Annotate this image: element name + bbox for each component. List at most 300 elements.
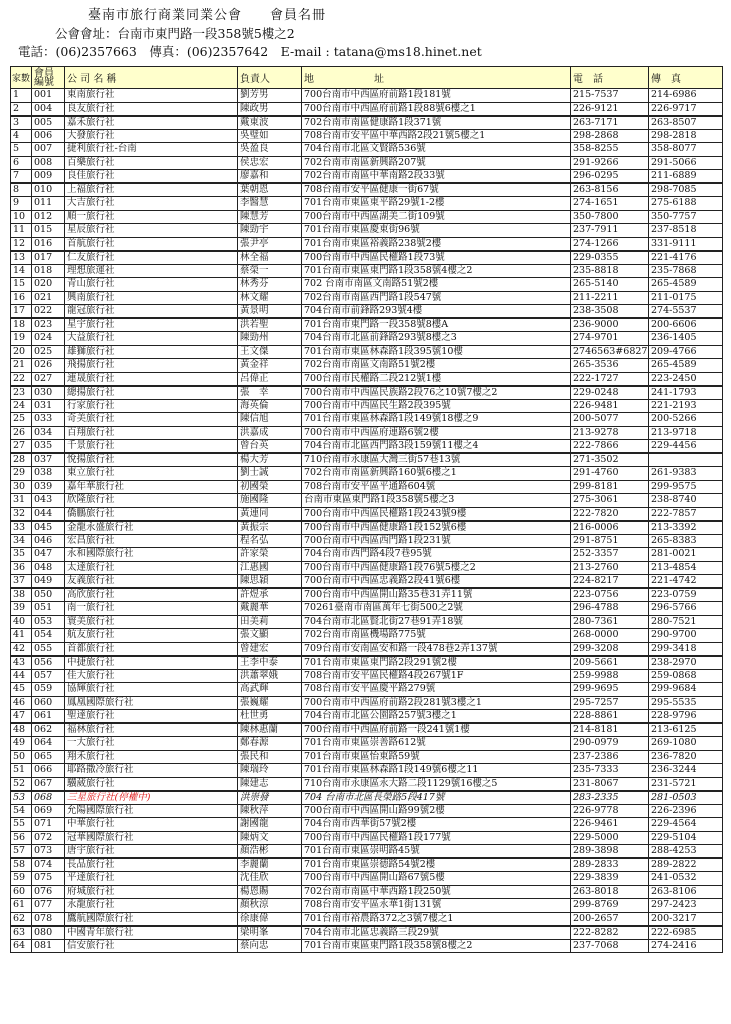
manager-name: 許煜承 [238, 588, 302, 602]
member-number: 025 [32, 345, 65, 359]
manager-name: 沈佳欣 [238, 872, 302, 886]
company-address: 704台南市北區文賢路536號 [302, 143, 571, 157]
company-address: 704台南市西門路4段7巷95號 [302, 548, 571, 562]
company-name: 興南旅行社 [65, 291, 238, 305]
row-count: 39 [11, 602, 32, 616]
row-count: 52 [11, 777, 32, 791]
company-name: 良佳旅行社 [65, 170, 238, 184]
table-row [11, 831, 723, 845]
company-address: 702台南市南區新興路207號 [302, 156, 571, 170]
row-count: 49 [11, 737, 32, 751]
company-name: 理想旅運社 [65, 264, 238, 278]
table-row [11, 386, 723, 400]
phone-number: 263-8156 [571, 183, 649, 197]
member-number: 035 [32, 440, 65, 454]
manager-name: 洪若聖 [238, 318, 302, 332]
phone-number: 209-5661 [571, 656, 649, 670]
company-address: 701台南市東區東門路1段358號8樓之2 [302, 939, 571, 953]
phone-number: 222-7866 [571, 440, 649, 454]
phone-number: 289-2833 [571, 858, 649, 872]
company-address: 700台南市中西區健康路1段152號6樓 [302, 521, 571, 535]
table-row [11, 642, 723, 656]
manager-name: 黃金祥 [238, 359, 302, 373]
fax-number: 214-6986 [649, 89, 723, 103]
phone-number: 200-2657 [571, 912, 649, 926]
fax-number: 241-0532 [649, 872, 723, 886]
manager-name: 楊恩賜 [238, 885, 302, 899]
manager-name: 黃振宗 [238, 521, 302, 535]
table-row [11, 939, 723, 953]
member-number: 055 [32, 642, 65, 656]
row-count: 59 [11, 872, 32, 886]
phone-number: 226-9778 [571, 804, 649, 818]
member-number: 044 [32, 507, 65, 521]
phone-number: 265-3536 [571, 359, 649, 373]
manager-name: 高武輝 [238, 683, 302, 697]
fax-number: 221-4742 [649, 575, 723, 589]
company-address: 700台南市中西區民族路2段76之10號7樓之2 [302, 386, 571, 400]
phone-number: 299-3208 [571, 642, 649, 656]
fax-number: 213-6125 [649, 723, 723, 737]
fax-number: 298-7085 [649, 183, 723, 197]
col-header-member-no [32, 67, 65, 89]
company-address: 704台南市北區忠義路三段29號 [302, 926, 571, 940]
table-row [11, 818, 723, 832]
fax-number: 211-0175 [649, 291, 723, 305]
fax-number: 229-4456 [649, 440, 723, 454]
phone-number: 274-1266 [571, 237, 649, 251]
company-name: 大發旅行社 [65, 129, 238, 143]
company-name: 大吉旅行社 [65, 197, 238, 211]
company-address: 702台南市南區健康路1段371號 [302, 116, 571, 130]
table-row [11, 534, 723, 548]
table-row [11, 467, 723, 481]
company-name: 耶路撒冷旅行社 [65, 764, 238, 778]
manager-name: 洪嘉成 [238, 426, 302, 440]
company-name: 永龍旅行社 [65, 899, 238, 913]
company-address: 704台南市北區公園路257號3樓之1 [302, 710, 571, 724]
manager-name: 李醫慧 [238, 197, 302, 211]
phone-number: 224-8217 [571, 575, 649, 589]
manager-name: 陳瑞玲 [238, 764, 302, 778]
table-row [11, 183, 723, 197]
member-number: 027 [32, 372, 65, 386]
member-number: 022 [32, 305, 65, 319]
company-name: 千景旅行社 [65, 440, 238, 454]
phone-number: 298-2868 [571, 129, 649, 143]
phone-number: 211-2211 [571, 291, 649, 305]
member-number: 071 [32, 818, 65, 832]
fax-number: 221-2193 [649, 399, 723, 413]
company-name: 星辰旅行社 [65, 224, 238, 238]
company-address: 702台南市南區西門路1段547號 [302, 291, 571, 305]
fax-number: 200-5266 [649, 413, 723, 427]
company-name: 太達旅行社 [65, 561, 238, 575]
fax-number: 222-7857 [649, 507, 723, 521]
manager-name: 陳勁州 [238, 332, 302, 346]
company-name: 大益旅行社 [65, 332, 238, 346]
member-number: 073 [32, 845, 65, 859]
fax-number: 288-4253 [649, 845, 723, 859]
member-number: 051 [32, 602, 65, 616]
fax-number: 298-2818 [649, 129, 723, 143]
manager-name: 張 幸 [238, 386, 302, 400]
member-number: 072 [32, 831, 65, 845]
phone-number: 222-7820 [571, 507, 649, 521]
manager-name: 劉士誠 [238, 467, 302, 481]
table-row [11, 750, 723, 764]
table-row [11, 210, 723, 224]
association-contact-line: 電話：(06)2357663 傳真：(06)2357642 E-mail : tatana@ms18.hinet.net [18, 44, 482, 59]
member-number: 010 [32, 183, 65, 197]
company-name: 龍冠旅行社 [65, 305, 238, 319]
company-address: 台南市東區東門路1段358號5樓之3 [302, 494, 571, 508]
company-address: 708台南市安平區健康一街67號 [302, 183, 571, 197]
member-number: 039 [32, 480, 65, 494]
member-number: 068 [32, 791, 65, 805]
table-row [11, 683, 723, 697]
row-count: 23 [11, 386, 32, 400]
member-number: 074 [32, 858, 65, 872]
manager-name: 張巍耀 [238, 696, 302, 710]
manager-name: 陳林惠蘭 [238, 723, 302, 737]
company-address: 700台南市中西區民權路1段243號9樓 [302, 507, 571, 521]
company-name: 中國青年旅行社 [65, 926, 238, 940]
company-name: 連晟旅行社 [65, 372, 238, 386]
table-row [11, 872, 723, 886]
company-name: 唐宇旅行社 [65, 845, 238, 859]
company-name: 捷利旅行社-台南 [65, 143, 238, 157]
phone-number: 358-8255 [571, 143, 649, 157]
fax-number: 236-3244 [649, 764, 723, 778]
row-count: 32 [11, 507, 32, 521]
table-row [11, 723, 723, 737]
company-address: 700台南市中西區民權路1段73號 [302, 251, 571, 265]
fax-number: 200-3217 [649, 912, 723, 926]
row-count: 30 [11, 480, 32, 494]
manager-name: 陳勁宇 [238, 224, 302, 238]
member-number: 062 [32, 723, 65, 737]
manager-name: 梁明峯 [238, 926, 302, 940]
company-address: 701台南市東區怡東路59號 [302, 750, 571, 764]
member-number: 064 [32, 737, 65, 751]
fax-number: 274-2416 [649, 939, 723, 953]
member-number: 034 [32, 426, 65, 440]
table-row [11, 507, 723, 521]
fax-number: 241-1793 [649, 386, 723, 400]
fax-number: 221-4176 [649, 251, 723, 265]
table-row [11, 89, 723, 103]
manager-name: 楊大芳 [238, 453, 302, 467]
row-count: 64 [11, 939, 32, 953]
row-count: 18 [11, 318, 32, 332]
manager-name: 呂偉正 [238, 372, 302, 386]
table-row [11, 669, 723, 683]
company-name: 信安旅行社 [65, 939, 238, 953]
manager-name: 初國榮 [238, 480, 302, 494]
phone-number: 263-8018 [571, 885, 649, 899]
company-address: 701台南市東區東門路2段291號2樓 [302, 656, 571, 670]
company-address: 701台南市東門路一段358號8樓A [302, 318, 571, 332]
company-address: 710台南市永康區永大路二段1129號16樓之5 [302, 777, 571, 791]
manager-name: 蔡向忠 [238, 939, 302, 953]
fax-number: 281-0503 [649, 791, 723, 805]
fax-number: 331-9111 [649, 237, 723, 251]
phone-number: 296-4788 [571, 602, 649, 616]
row-count: 8 [11, 183, 32, 197]
col-header-tel: 電 話 [571, 67, 649, 89]
fax-number: 261-9383 [649, 467, 723, 481]
table-row [11, 399, 723, 413]
fax-number: 236-1405 [649, 332, 723, 346]
manager-name: 劉芳男 [238, 89, 302, 103]
member-number: 030 [32, 386, 65, 400]
company-address: 701台南市東區慶東街96號 [302, 224, 571, 238]
row-count: 63 [11, 926, 32, 940]
company-address: 700台南市中西區府前路1段88號6樓之1 [302, 102, 571, 116]
manager-name: 林全福 [238, 251, 302, 265]
fax-number [649, 453, 723, 467]
member-number: 054 [32, 629, 65, 643]
phone-number: 280-7361 [571, 615, 649, 629]
fax-number: 299-9684 [649, 683, 723, 697]
row-count: 51 [11, 764, 32, 778]
table-row [11, 575, 723, 589]
company-address: 700台南市中西區民生路2段395號 [302, 399, 571, 413]
fax-number: 223-0759 [649, 588, 723, 602]
fax-number: 263-8507 [649, 116, 723, 130]
manager-name: 江惠國 [238, 561, 302, 575]
phone-number: 289-3898 [571, 845, 649, 859]
member-number: 080 [32, 926, 65, 940]
company-name: 宏昌旅行社 [65, 534, 238, 548]
company-name: 悅揚旅行社 [65, 453, 238, 467]
company-name: 福林旅行社 [65, 723, 238, 737]
company-address: 704台南市北區前鋒路293號8樓之3 [302, 332, 571, 346]
phone-number: 263-7171 [571, 116, 649, 130]
company-name: 東立旅行社 [65, 467, 238, 481]
company-name: 總揚旅行社 [65, 386, 238, 400]
document-header [0, 7, 731, 60]
row-count: 27 [11, 440, 32, 454]
company-address: 701台南市東區裕義路238號2樓 [302, 237, 571, 251]
row-count: 48 [11, 723, 32, 737]
table-row [11, 156, 723, 170]
manager-name: 張民和 [238, 750, 302, 764]
member-number: 078 [32, 912, 65, 926]
company-name: 金龍永盛旅行社 [65, 521, 238, 535]
table-row [11, 656, 723, 670]
member-number: 067 [32, 777, 65, 791]
member-number: 047 [32, 548, 65, 562]
member-number: 048 [32, 561, 65, 575]
manager-name: 李麗蘭 [238, 858, 302, 872]
table-row [11, 480, 723, 494]
col-header-member-no-line2: 編號 [34, 76, 54, 88]
company-name: 平達旅行社 [65, 872, 238, 886]
phone-number: 214-8181 [571, 723, 649, 737]
company-address: 702台南市南區新興路160號6樓之1 [302, 467, 571, 481]
fax-number: 236-7820 [649, 750, 723, 764]
row-count: 1 [11, 89, 32, 103]
table-row [11, 318, 723, 332]
phone-number: 213-2760 [571, 561, 649, 575]
fax-number: 281-0021 [649, 548, 723, 562]
row-count: 58 [11, 858, 32, 872]
page-title: 臺南市旅行商業同業公會 會員名冊 [88, 8, 327, 23]
company-name: 奇美旅行社 [65, 413, 238, 427]
manager-name: 戴東波 [238, 116, 302, 130]
member-number: 017 [32, 251, 65, 265]
member-number: 007 [32, 143, 65, 157]
company-address: 700台南市中西區忠義路2段41號6樓 [302, 575, 571, 589]
company-name: 冠華國際旅行社 [65, 831, 238, 845]
manager-name: 陳建志 [238, 777, 302, 791]
phone-number: 290-0979 [571, 737, 649, 751]
manager-name: 林秀芬 [238, 278, 302, 292]
member-number: 031 [32, 399, 65, 413]
company-name: 高欣旅行社 [65, 588, 238, 602]
row-count: 42 [11, 642, 32, 656]
col-header-fax: 傳 真 [649, 67, 723, 89]
row-count: 9 [11, 197, 32, 211]
company-name: 鳳凰國際旅行社 [65, 696, 238, 710]
fax-number: 275-6188 [649, 197, 723, 211]
table-row [11, 629, 723, 643]
member-number: 026 [32, 359, 65, 373]
manager-name: 葉朝恩 [238, 183, 302, 197]
company-address: 700台南市中西區府前路1段181號 [302, 89, 571, 103]
company-name: 翔禾旅行社 [65, 750, 238, 764]
fax-number: 290-9700 [649, 629, 723, 643]
company-name: 上福旅行社 [65, 183, 238, 197]
company-name: 協輝旅行社 [65, 683, 238, 697]
company-name: 欣隆旅行社 [65, 494, 238, 508]
row-count: 50 [11, 750, 32, 764]
row-count: 54 [11, 804, 32, 818]
table-row [11, 615, 723, 629]
manager-name: 陳慧芳 [238, 210, 302, 224]
member-number: 018 [32, 264, 65, 278]
company-name: 長品旅行社 [65, 858, 238, 872]
table-row [11, 264, 723, 278]
fax-number: 299-9575 [649, 480, 723, 494]
col-header-address: 地 址 [302, 67, 571, 89]
row-count: 55 [11, 818, 32, 832]
company-address: 700台南市民權路二段212號1樓 [302, 372, 571, 386]
company-address: 701台南市東區林森路1段395號10樓 [302, 345, 571, 359]
company-address: 700台南市中西區民權路1段177號 [302, 831, 571, 845]
phone-number: 238-3508 [571, 305, 649, 319]
manager-name: 王李中泰 [238, 656, 302, 670]
company-address: 702 台南市南區文南路51號2樓 [302, 278, 571, 292]
row-count: 20 [11, 345, 32, 359]
table-row [11, 332, 723, 346]
phone-number: 237-2386 [571, 750, 649, 764]
member-number: 021 [32, 291, 65, 305]
fax-number: 238-2970 [649, 656, 723, 670]
company-name: 順一旅行社 [65, 210, 238, 224]
company-name: 友義旅行社 [65, 575, 238, 589]
company-name: 青山旅行社 [65, 278, 238, 292]
manager-name: 曾台英 [238, 440, 302, 454]
fax-number: 222-6985 [649, 926, 723, 940]
member-number: 004 [32, 102, 65, 116]
company-name: 驥葳旅行社 [65, 777, 238, 791]
company-address: 70261臺南市南區萬年七街500之2號 [302, 602, 571, 616]
row-count: 45 [11, 683, 32, 697]
manager-name: 陳炳文 [238, 831, 302, 845]
phone-number: 2746563#6827 [571, 345, 649, 359]
row-count: 60 [11, 885, 32, 899]
member-number: 075 [32, 872, 65, 886]
row-count: 62 [11, 912, 32, 926]
fax-number: 297-2423 [649, 899, 723, 913]
phone-number: 283-2335 [571, 791, 649, 805]
table-row [11, 224, 723, 238]
member-number: 057 [32, 669, 65, 683]
table-row [11, 912, 723, 926]
row-count: 7 [11, 170, 32, 184]
col-header-manager: 負責人 [238, 67, 302, 89]
row-count: 12 [11, 237, 32, 251]
company-address: 708台南市安平區永華1街131號 [302, 899, 571, 913]
fax-number: 265-8383 [649, 534, 723, 548]
company-name: 三星旅行社(停權中) [65, 791, 238, 805]
fax-number: 211-6889 [649, 170, 723, 184]
manager-name: 田美莉 [238, 615, 302, 629]
member-number: 038 [32, 467, 65, 481]
row-count: 14 [11, 264, 32, 278]
fax-number: 291-5066 [649, 156, 723, 170]
row-count: 41 [11, 629, 32, 643]
member-number: 043 [32, 494, 65, 508]
table-row [11, 926, 723, 940]
table-row [11, 359, 723, 373]
company-address: 704台南市西華街57號2樓 [302, 818, 571, 832]
company-address: 700台南市中西區開山路35巷31弄11號 [302, 588, 571, 602]
table-row [11, 710, 723, 724]
row-count: 61 [11, 899, 32, 913]
member-number: 045 [32, 521, 65, 535]
member-number: 056 [32, 656, 65, 670]
company-name: 航友旅行社 [65, 629, 238, 643]
table-header-row [11, 67, 723, 89]
phone-number: 215-7537 [571, 89, 649, 103]
member-number: 061 [32, 710, 65, 724]
row-count: 28 [11, 453, 32, 467]
company-address: 702台南市南區機場路775號 [302, 629, 571, 643]
member-number: 020 [32, 278, 65, 292]
fax-number: 274-5537 [649, 305, 723, 319]
fax-number: 280-7521 [649, 615, 723, 629]
manager-name: 張文顯 [238, 629, 302, 643]
manager-name: 張尹亭 [238, 237, 302, 251]
phone-number: 231-8067 [571, 777, 649, 791]
table-row [11, 791, 723, 805]
member-number: 076 [32, 885, 65, 899]
phone-number: 274-9701 [571, 332, 649, 346]
company-name: 中華旅行社 [65, 818, 238, 832]
manager-name: 徐康偉 [238, 912, 302, 926]
row-count: 15 [11, 278, 32, 292]
company-address: 700台南市中西區湖美二街109號 [302, 210, 571, 224]
company-name: 嘉年華旅行社 [65, 480, 238, 494]
phone-number: 295-7257 [571, 696, 649, 710]
company-address: 700台南市中西區開山路99號2樓 [302, 804, 571, 818]
company-address: 700台南市中西區府前路2段281號3樓之1 [302, 696, 571, 710]
member-number: 081 [32, 939, 65, 953]
